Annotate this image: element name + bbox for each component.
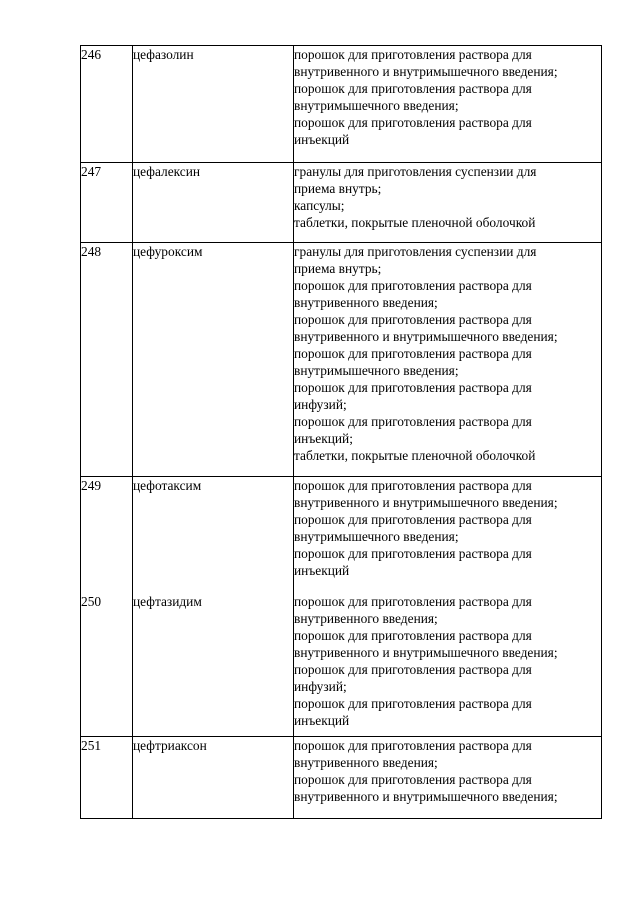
dosage-form-line: приема внутрь;: [294, 181, 382, 196]
dosage-form-line: внутривенного и внутримышечного введения;: [294, 64, 558, 79]
dosage-form-line: гранулы для приготовления суспензии для: [294, 164, 537, 179]
dosage-form-line: порошок для приготовления раствора для: [294, 478, 532, 493]
row-number: 247: [81, 163, 133, 243]
table-row: [81, 163, 602, 243]
dosage-form-line: внутримышечного введения;: [294, 98, 459, 113]
drug-name: цефуроксим: [133, 243, 294, 477]
dosage-form-line: внутривенного и внутримышечного введения;: [294, 329, 558, 344]
row-number: 248: [81, 243, 133, 477]
dosage-form-line: внутримышечного введения;: [294, 529, 459, 544]
dosage-form-line: инфузий;: [294, 397, 347, 412]
dosage-form-line: капсулы;: [294, 198, 345, 213]
table-row: [81, 46, 602, 163]
dosage-form-line: инъекций: [294, 563, 350, 578]
row-number: 250: [81, 587, 133, 737]
dosage-form-line: порошок для приготовления раствора для: [294, 47, 532, 62]
dosage-forms: [294, 46, 602, 163]
table-row: [81, 737, 602, 819]
drug-name: цефтазидим: [133, 587, 294, 737]
drug-table: [80, 45, 602, 819]
dosage-form-line: таблетки, покрытые пленочной оболочкой: [294, 448, 536, 463]
dosage-forms: [294, 587, 602, 737]
dosage-form-line: порошок для приготовления раствора для: [294, 593, 532, 609]
table-row: [81, 587, 602, 737]
dosage-form-line: инъекций: [294, 712, 350, 728]
dosage-form-line: порошок для приготовления раствора для: [294, 81, 532, 96]
dosage-form-line: порошок для приготовления раствора для: [294, 661, 532, 677]
dosage-form-line: приема внутрь;: [294, 261, 382, 276]
dosage-form-line: порошок для приготовления раствора для: [294, 346, 532, 361]
dosage-form-line: порошок для приготовления раствора для: [294, 414, 532, 429]
drug-name: цефалексин: [133, 163, 294, 243]
dosage-form-line: порошок для приготовления раствора для: [294, 312, 532, 327]
drug-name: цефтриаксон: [133, 737, 294, 819]
dosage-form-line: внутривенного введения;: [294, 610, 438, 626]
dosage-forms: [294, 737, 602, 819]
dosage-forms: [294, 477, 602, 587]
dosage-form-line: порошок для приготовления раствора для: [294, 512, 532, 527]
dosage-form-line: таблетки, покрытые пленочной оболочкой: [294, 215, 536, 230]
drug-name: цефазолин: [133, 46, 294, 163]
dosage-form-line: внутривенного и внутримышечного введения;: [294, 789, 558, 804]
dosage-form-line: внутривенного и внутримышечного введения;: [294, 644, 558, 660]
dosage-form-line: внутривенного введения;: [294, 295, 438, 310]
dosage-forms: [294, 163, 602, 243]
dosage-form-line: внутривенного и внутримышечного введения;: [294, 495, 558, 510]
dosage-form-line: гранулы для приготовления суспензии для: [294, 244, 537, 259]
table-row: [81, 243, 602, 477]
dosage-form-line: порошок для приготовления раствора для: [294, 772, 532, 787]
dosage-form-line: инфузий;: [294, 678, 347, 694]
table-row: [81, 477, 602, 587]
dosage-form-line: инъекций: [294, 132, 350, 147]
drug-name: цефотаксим: [133, 477, 294, 587]
dosage-form-line: порошок для приготовления раствора для: [294, 738, 532, 753]
dosage-form-line: внутримышечного введения;: [294, 363, 459, 378]
dosage-form-line: порошок для приготовления раствора для: [294, 695, 532, 711]
dosage-form-line: порошок для приготовления раствора для: [294, 546, 532, 561]
dosage-form-line: порошок для приготовления раствора для: [294, 380, 532, 395]
dosage-forms: [294, 243, 602, 477]
dosage-form-line: порошок для приготовления раствора для: [294, 278, 532, 293]
dosage-form-line: внутривенного введения;: [294, 755, 438, 770]
dosage-form-line: порошок для приготовления раствора для: [294, 115, 532, 130]
dosage-form-line: порошок для приготовления раствора для: [294, 627, 532, 643]
row-number: 251: [81, 737, 133, 819]
dosage-form-line: инъекций;: [294, 431, 353, 446]
row-number: 246: [81, 46, 133, 163]
row-number: 249: [81, 477, 133, 587]
